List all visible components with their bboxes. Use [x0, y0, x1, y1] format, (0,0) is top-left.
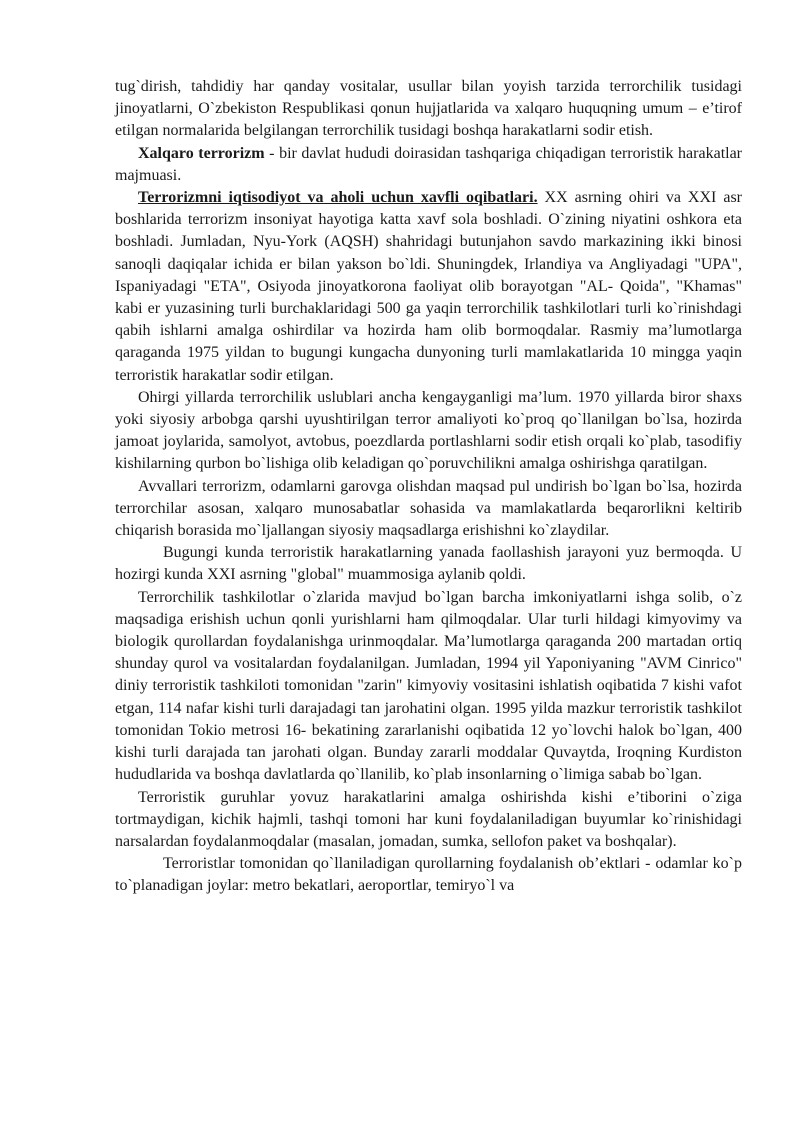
paragraph-text: XX asrning ohiri va XXI asr boshlarida terrorizm insoniyat hayotiga katta xavf sola boshladi. O`zining niyatini oshkora eta boshladi. Jumladan, Nyu-York (AQSH) shahridagi butunjahon savdo markazining ikki binosi sanoqli daqiqalar ichida er bilan yakson bo`ldi. Shuningdek, Irlandiya va Angliyadagi "UPA", Ispaniyadagi "ETA", Osiyoda jinoyatkorona faoliyat olib borayotgan "AL- Qoida", "Khamas" kabi er yuzasining turli burchaklaridagi 500 ga yaqin terrorchilik tashkilotlari turli ko`rinishdagi qabih ishlarni amalga oshirdilar va hozirda ham olib bormoqdalar. Rasmiy ma’lumotlarga qaraganda 1975 yildan to bugungi kungacha dunyoning turli mamlakatlarida 10 mingga yaqin terroristik harakatlar sodir etilgan.: [115, 189, 742, 384]
paragraph: [115, 787, 742, 854]
paragraph-text: tug`dirish, tahdidiy har qanday vositalar, usullar bilan yoyish tarzida terrorchilik tusidagi jinoyatlarni, O`zbekiston Respublikasi qonun hujjatlarida va xalqaro huquqning umum – e’tirof etilgan normalarida belgilangan terrorchilik tusidagi boshqa harakatlarni sodir etish.: [115, 78, 742, 140]
paragraph-text: Terroristik guruhlar yovuz harakatlarini amalga oshirishda kishi e’tiborini o`ziga tortmaydigan, kichik hajmli, tashqi tomoni har kuni foydalaniladigan buyumlar ko`rinishidagi narsalardan foydalanmoqdalar (masalan, jomadan, sumka, sellofon paket va boshqalar).: [115, 788, 742, 850]
section-heading: Terrorizmni iqtisodiyot va aholi uchun xavfli oqibatlari.: [138, 189, 538, 207]
paragraph-text: - bir davlat hududi doirasidan tashqariga chiqadigan terroristik harakatlar majmuasi.: [115, 144, 743, 184]
paragraph-text: Bugungi kunda terroristik harakatlarning yanada faollashish jarayoni yuz bermoqda. U hozirgi kunda XXI asrning "global" muammosiga aylanib qoldi.: [115, 544, 742, 584]
paragraph-text: Avvallari terrorizm, odamlarni garovga olishdan maqsad pul undirish bo`lgan bo`lsa, hozirda terrorchilar asosan, xalqaro munosabatlar sohasida va mamlakatlarda beqarorlikni keltirib chiqarish borasida mo`ljallangan siyosiy maqsadlarga erishishni ko`zlaydilar.: [115, 477, 742, 540]
paragraph-text: Ohirgi yillarda terrorchilik uslublari ancha kengayganligi ma’lum. 1970 yillarda biror shaxs yoki siyosiy arbobga qarshi uyushtirilgan terror amaliyoti ko`proq qo`llanilgan bo`lsa, hozirda jamoat joylarida, samolyot, avtobus, poezdlarda portlashlarni sodir etish orqali ko`plab, tasodifiy kishilarning qurbon bo`lishiga olib keladigan qo`poruvchilikni amalga oshirishga qaratilgan.: [115, 388, 742, 473]
paragraph: [115, 476, 742, 543]
paragraph-definition: [115, 143, 742, 187]
paragraph: [115, 587, 742, 787]
paragraph-section: [115, 187, 742, 387]
paragraph: [115, 542, 742, 586]
paragraph: [115, 853, 742, 897]
paragraph-text: Terrorchilik tashkilotlar o`zlarida mavjud bo`lgan barcha imkoniyatlarni ishga solib, o`z maqsadiga erishish uchun qonli yurishlarni ham qilmoqdalar. Ular turli hildagi kimyovimy va biologik qurollardan foydalanishga urinmoqdalar. Ma’lumotlarga qaraganda 200 martadan ortiq shunday qurol va vositalardan foydalanilgan. Jumladan, 1994 yil Yaponiyaning "AVM Cinrico" diniy terroristik tashkiloti tomonidan "zarin" kimyoviy vositasini ishlatish oqibatida 7 kishi vafot etgan, 114 nafar kishi turli darajadagi tan jarohatini olgan. 1995 yilda mazkur terroristik tashkilot tomonidan Tokio metrosi 16- bekatining zararlanishi oqibatida 12 yo`lovchi halok bo`lgan, 400 kishi turli darajada tan jarohati olgan. Bunday zararli moddalar Quvaytda, Iroqning Kurdiston hududlarida va boshqa davlatlarda qo`llanilib, ko`plab insonlarning o`limiga sabab bo`lgan.: [115, 588, 742, 784]
paragraph-continuation: [115, 76, 742, 143]
document-page: [115, 76, 742, 898]
term-heading: Xalqaro terrorizm: [138, 144, 265, 162]
paragraph: [115, 387, 742, 476]
paragraph-text: Terroristlar tomonidan qo`llaniladigan qurollarning foydalanish ob’ektlari - odamlar ko`p to`planadigan joylar: metro bekatlari, aeroportlar, temiryo`l va: [115, 855, 742, 895]
